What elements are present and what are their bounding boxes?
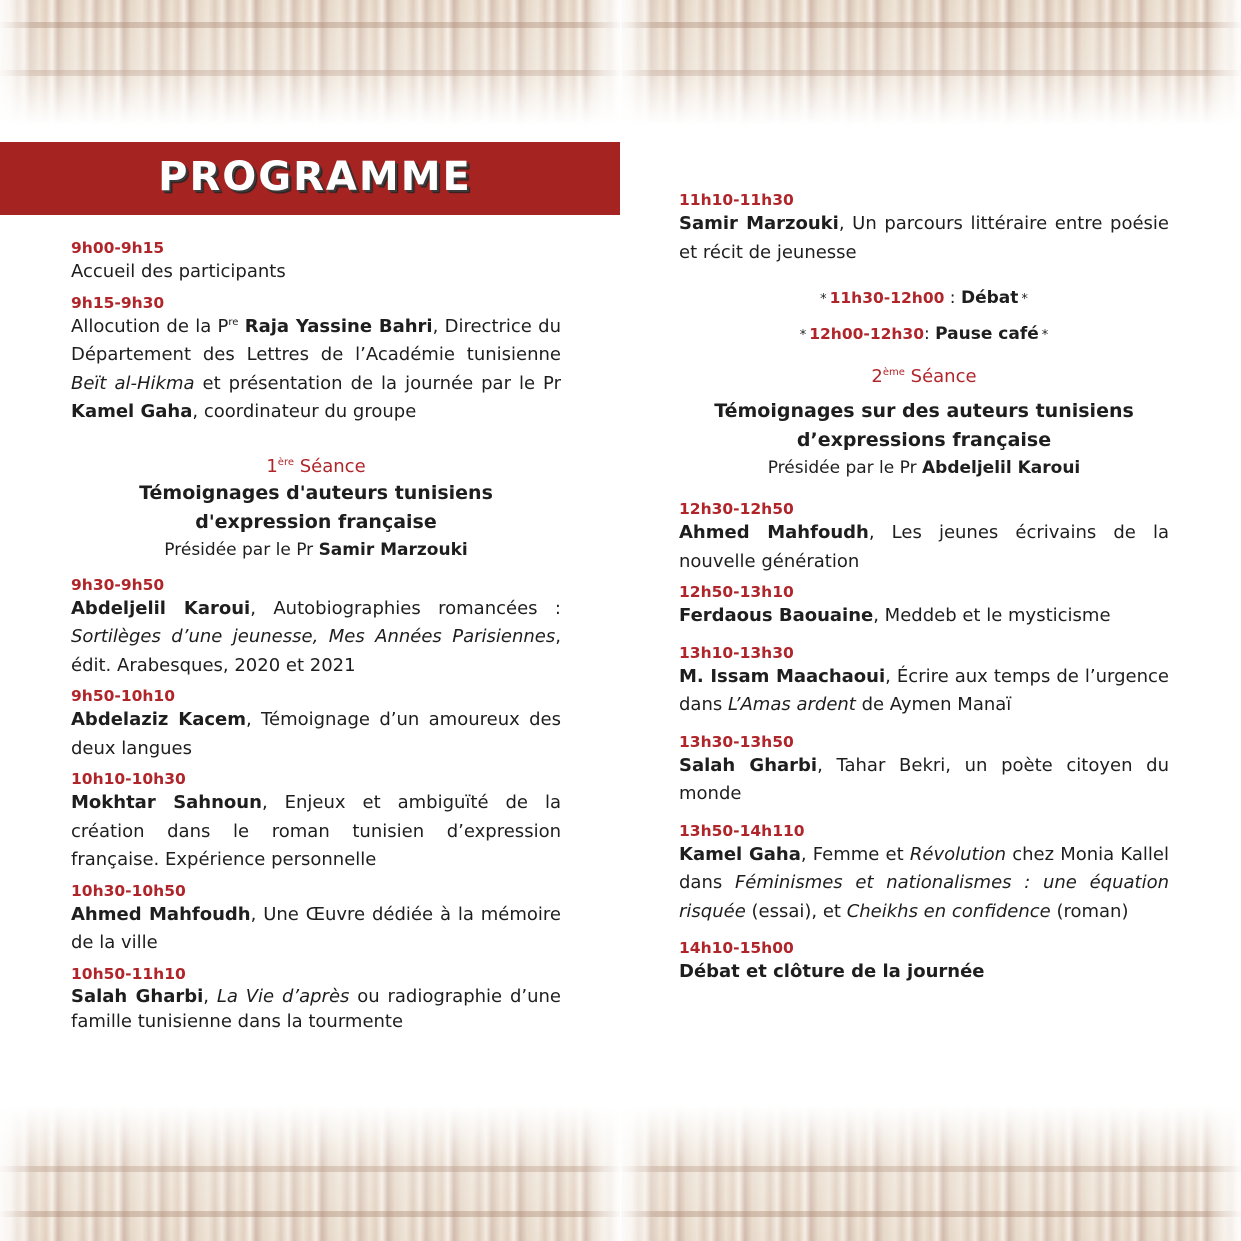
time-slot: 14h10-15h00 [679,939,794,957]
program-entry [679,519,1169,576]
program-entry [71,789,561,875]
time-slot: 9h15-9h30 [71,293,165,312]
time-slot: 13h50-14h110 [679,821,805,840]
pause-time: 11h30-12h00 [829,289,945,307]
bookshelf-image-bottom-right [621,1106,1241,1241]
entry-text: , coordinateur du groupe [192,401,417,422]
program-entry [679,210,1169,267]
entry-text: , Directrice du Département des Lettres de l’Académie tunisienne [71,315,561,365]
seance-chair [679,455,1169,481]
entry-text: , Femme et [800,843,910,865]
entry-italic: L’Amas ardent [727,694,856,715]
speaker-name: Kamel Gaha [71,401,193,422]
speaker-name: Salah Gharbi [71,985,204,1007]
entry-italic: La Vie d’après [216,985,350,1007]
time-slot: 10h10-10h30 [71,770,186,788]
speaker-name: Mokhtar Sahnoun [71,792,262,813]
time-slot: 11h10-11h30 [679,191,794,209]
bookshelf-image-bottom-left [0,1106,620,1241]
entry-italic: Cheikhs en confidence [846,900,1051,922]
chair-name: Samir Marzouki [318,539,468,560]
entry-text: , Autobiographies romancées : [250,597,561,619]
seance-title: Témoignages d'auteurs tunisiens [139,481,493,504]
star-icon: * [799,328,807,343]
entry-text: de Aymen Manaï [855,694,1012,715]
entry-text: et présentation de la journée par le Pr [194,372,561,394]
entry-text: chez Monia Kallel dans [679,843,1169,893]
entry-text: , Écrire aux temps de l’urgence dans [679,665,1170,715]
seance-number: 1 [266,455,278,477]
entry-text: , édit. Arabesques, 2020 et 2021 [71,626,561,676]
pause-label: Débat [960,288,1019,308]
program-entry [679,752,1169,809]
seance-title: Témoignages sur des auteurs tunisiens [714,400,1134,422]
seance-title: d’expressions française [796,429,1052,451]
star-icon: * [1021,292,1028,307]
seance-heading [71,455,561,479]
time-slot: 9h00-9h15 [71,239,165,257]
seance-title: d'expression française [195,510,437,533]
program-entry [71,313,561,427]
entry-text: , Un parcours littéraire entre poésie et récit de jeunesse [679,213,1169,263]
entry-text: (essai), et [745,900,847,922]
time-slot: 13h10-13h30 [679,643,794,662]
speaker-name: M. Issam Maachaoui [679,665,886,687]
chair-prefix: Présidée par le Pr [164,539,319,560]
time-slot: 12h50-13h10 [679,583,794,601]
speaker-name: Raja Yassine Bahri [244,315,433,337]
speaker-name: Samir Marzouki [679,213,839,234]
speaker-name: Abdelaziz Kacem [71,709,246,730]
time-slot: 12h30-12h50 [679,500,794,518]
entry-superscript: re [228,316,239,328]
speaker-name: Ahmed Mahfoudh [71,903,251,925]
time-slot: 10h30-10h50 [71,881,186,900]
time-slot: 9h30-9h50 [71,575,165,594]
time-slot: 10h50-11h10 [71,964,186,983]
program-entry: Accueil des participants [71,261,286,282]
pause-cafe: * 12h00-12h30: Pause café * [679,321,1169,349]
entry-text: , Meddeb et le mysticisme [873,605,1111,626]
program-entry [679,663,1169,720]
entry-text: , Une Œuvre dédiée à la mémoire de la ville [71,903,561,953]
program-entry [71,706,561,763]
left-column [71,238,561,1034]
entry-text: , Les jeunes écrivains de la nouvelle génération [679,522,1169,572]
speaker-name: Kamel Gaha [679,843,801,865]
entry-text: , Tahar Bekri, un poète citoyen du monde [679,754,1169,804]
pause-debat: * 11h30-12h00 : Débat * [679,285,1169,313]
seance-heading [679,365,1169,389]
entry-italic: Beït al-Hikma [71,372,195,394]
seance-label: Séance [299,455,366,477]
time-slot: 9h50-10h10 [71,687,175,705]
program-entry [679,841,1169,927]
programme-title: PROGRAMME [158,154,472,200]
bookshelf-image-top-left [0,0,620,125]
seance-superscript: ère [277,456,294,468]
pause-time: 12h00-12h30 [809,325,925,343]
speaker-name: Abdeljelil Karoui [71,597,251,619]
entry-text: Allocution de la P [71,315,229,337]
entry-text: ou radiographie d’une famille tunisienne dans la tourmente [71,985,561,1032]
seance-number: 2 [871,366,883,387]
seance-superscript: ème [882,367,905,378]
entry-italic: Sortilèges d’une jeunesse, Mes Années Parisiennes [71,626,556,647]
program-entry [71,901,561,958]
program-entry [71,984,561,1034]
entry-text: (roman) [1050,900,1129,922]
chair-prefix: Présidée par le Pr [767,458,922,478]
speaker-name: Ferdaous Baouaine [679,605,874,626]
star-icon: * [820,292,827,307]
speaker-name: Salah Gharbi [679,754,818,776]
bookshelf-image-top-right [621,0,1241,125]
closing-entry: Débat et clôture de la journée [679,961,985,982]
right-column [679,190,1169,987]
seance-chair [71,537,561,563]
entry-text: , Témoignage d’un amoureux des deux langues [71,709,562,759]
star-icon: * [1041,328,1049,343]
entry-italic: Féminismes et nationalismes : une équation risquée [679,872,1169,922]
chair-name: Abdeljelil Karoui [922,458,1081,478]
program-entry [71,595,561,681]
entry-italic: Révolution [909,843,1007,865]
entry-text: , [203,985,217,1007]
program-entry [679,602,1169,631]
entry-text: , Enjeux et ambiguïté de la création dans le roman tunisien d’expression française. Expérience personnelle [71,792,561,870]
speaker-name: Ahmed Mahfoudh [679,522,869,543]
seance-label: Séance [910,366,977,387]
time-slot: 13h30-13h50 [679,732,794,751]
pause-label: Pause café [935,324,1039,344]
